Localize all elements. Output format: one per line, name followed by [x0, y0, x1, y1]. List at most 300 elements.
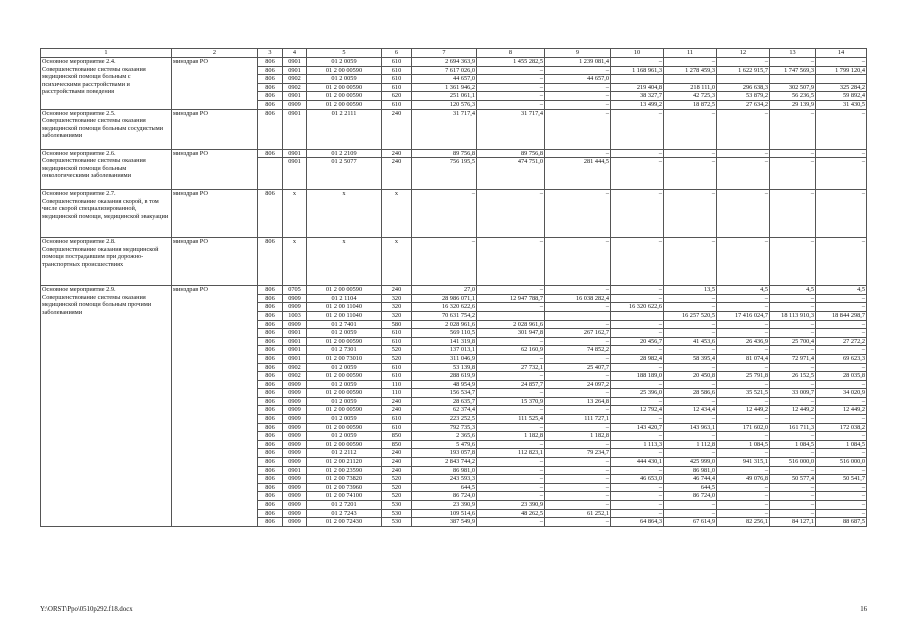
data-cell: 240	[382, 286, 412, 295]
data-cell: 110	[382, 380, 412, 389]
data-cell: 15 370,9	[477, 397, 545, 406]
data-cell: 67 614,9	[664, 518, 717, 527]
data-cell: –	[611, 380, 664, 389]
data-cell: 0909	[283, 423, 307, 432]
activity-name-cell: Основное мероприятие 2.9. Совершенствование системы оказания медицинской помощи больным прочими заболеваниями	[41, 286, 172, 527]
data-cell: 610	[382, 75, 412, 84]
data-cell: –	[611, 363, 664, 372]
data-cell: 806	[258, 363, 283, 372]
data-cell: 0909	[283, 415, 307, 424]
data-cell: –	[545, 501, 611, 510]
data-cell: 520	[382, 475, 412, 484]
data-cell: –	[717, 432, 770, 441]
column-number-header: 14	[816, 49, 867, 58]
data-cell: 12 449,2	[770, 406, 816, 415]
data-cell: 49 076,8	[717, 475, 770, 484]
activity-name-cell: Основное мероприятие 2.8. Совершенствование оказания медицинской помощи пострадавшим при дорожно-транспортных происшествиях	[41, 238, 172, 286]
data-cell: 806	[258, 397, 283, 406]
data-cell: –	[611, 190, 664, 238]
data-cell: 156 534,7	[412, 389, 477, 398]
data-cell: –	[545, 458, 611, 467]
data-cell: 0909	[283, 294, 307, 303]
data-cell: –	[717, 320, 770, 329]
data-cell: 850	[382, 440, 412, 449]
data-cell: 444 430,1	[611, 458, 664, 467]
data-cell: 644,5	[664, 483, 717, 492]
data-cell: 112 823,1	[477, 449, 545, 458]
data-cell: 72 971,4	[770, 354, 816, 363]
data-cell: 569 110,5	[412, 329, 477, 338]
data-cell: 0909	[283, 501, 307, 510]
data-cell: 111 727,1	[545, 415, 611, 424]
data-cell: 806	[258, 75, 283, 84]
data-cell: 0909	[283, 100, 307, 109]
data-cell: –	[664, 303, 717, 312]
data-cell: –	[664, 432, 717, 441]
data-cell: 0901	[283, 58, 307, 67]
data-cell: 4,5	[717, 286, 770, 295]
data-cell: –	[664, 158, 717, 190]
data-cell: 806	[258, 337, 283, 346]
data-cell: 240	[382, 466, 412, 475]
data-cell: –	[477, 458, 545, 467]
data-cell: 792 735,3	[412, 423, 477, 432]
data-cell: 941 315,1	[717, 458, 770, 467]
data-cell: –	[770, 109, 816, 149]
data-cell: 141 319,8	[412, 337, 477, 346]
data-cell: –	[611, 466, 664, 475]
data-cell: 28 035,8	[816, 372, 867, 381]
data-cell: –	[545, 440, 611, 449]
data-cell: 27 732,1	[477, 363, 545, 372]
data-cell: 2 365,6	[412, 432, 477, 441]
data-cell: 311 046,9	[412, 354, 477, 363]
data-cell: –	[545, 337, 611, 346]
data-cell: 18 872,5	[664, 100, 717, 109]
data-cell: 0909	[283, 483, 307, 492]
data-cell: –	[545, 190, 611, 238]
data-cell: 1003	[283, 311, 307, 320]
data-cell: 24 097,2	[545, 380, 611, 389]
data-cell: 16 257 520,5	[664, 311, 717, 320]
data-cell: 01 2 7301	[307, 346, 382, 355]
data-cell: 01 2 0059	[307, 75, 382, 84]
data-cell: –	[545, 66, 611, 75]
data-cell: –	[664, 397, 717, 406]
data-cell: 53 139,8	[412, 363, 477, 372]
data-cell	[545, 311, 611, 320]
data-cell: –	[717, 483, 770, 492]
data-cell: –	[477, 406, 545, 415]
data-cell: 806	[258, 83, 283, 92]
data-cell: 240	[382, 406, 412, 415]
data-cell: 31 430,5	[816, 100, 867, 109]
data-cell: 27,0	[412, 286, 477, 295]
data-cell: –	[477, 337, 545, 346]
executor-cell: минздрав РО	[172, 190, 258, 238]
data-cell: 806	[258, 449, 283, 458]
data-cell: –	[816, 320, 867, 329]
data-cell: –	[477, 518, 545, 527]
data-cell: –	[770, 509, 816, 518]
data-cell: 610	[382, 363, 412, 372]
data-cell: 86 724,0	[412, 492, 477, 501]
data-cell: 58 395,4	[664, 354, 717, 363]
data-cell: 1 747 569,3	[770, 66, 816, 75]
data-cell: 13 264,8	[545, 397, 611, 406]
data-cell: 34 020,9	[816, 389, 867, 398]
data-cell	[477, 311, 545, 320]
data-cell: 1 084,5	[816, 440, 867, 449]
data-cell: –	[477, 100, 545, 109]
data-cell: 0901	[283, 354, 307, 363]
header-row	[41, 49, 867, 58]
data-cell: –	[717, 158, 770, 190]
data-cell: –	[717, 363, 770, 372]
data-cell: 756 195,5	[412, 158, 477, 190]
executor-cell: минздрав РО	[172, 238, 258, 286]
data-cell: 0909	[283, 440, 307, 449]
data-cell: –	[770, 466, 816, 475]
data-cell: 240	[382, 158, 412, 190]
data-cell: 143 420,7	[611, 423, 664, 432]
data-cell: –	[770, 158, 816, 190]
data-cell: 89 756,8	[477, 149, 545, 158]
data-cell: 01 2 00 74100	[307, 492, 382, 501]
data-cell: –	[664, 346, 717, 355]
data-cell: 610	[382, 329, 412, 338]
data-cell: –	[664, 294, 717, 303]
data-cell: 01 2 00 00590	[307, 440, 382, 449]
data-cell: –	[611, 320, 664, 329]
data-cell: 56 236,5	[770, 92, 816, 101]
data-cell: –	[477, 483, 545, 492]
data-cell: 38 327,7	[611, 92, 664, 101]
budget-table-sheet	[40, 48, 866, 527]
executor-cell: минздрав РО	[172, 286, 258, 527]
data-cell: 28 635,7	[412, 397, 477, 406]
data-cell: 01 2 0059	[307, 415, 382, 424]
data-cell: 193 057,8	[412, 449, 477, 458]
data-cell: 320	[382, 294, 412, 303]
data-cell: –	[816, 303, 867, 312]
table-row	[41, 190, 867, 238]
data-cell: 28 586,6	[664, 389, 717, 398]
data-cell: 01 2 2111	[307, 109, 382, 149]
column-number-header: 6	[382, 49, 412, 58]
data-cell: 1 239 081,4	[545, 58, 611, 67]
data-cell: 806	[258, 518, 283, 527]
data-cell: 0909	[283, 449, 307, 458]
data-cell: –	[611, 509, 664, 518]
data-cell: –	[664, 509, 717, 518]
column-number-header: 7	[412, 49, 477, 58]
data-cell: 243 593,3	[412, 475, 477, 484]
data-cell: 806	[258, 303, 283, 312]
data-cell: 01 2 00 00590	[307, 100, 382, 109]
data-cell: –	[717, 492, 770, 501]
data-cell: –	[611, 483, 664, 492]
data-cell: 0705	[283, 286, 307, 295]
footer-file-path: Y:\ORST\Ppo\0510p292.f18.docx	[40, 606, 133, 613]
data-cell: 296 638,3	[717, 83, 770, 92]
data-cell: –	[816, 109, 867, 149]
data-cell: –	[770, 303, 816, 312]
data-cell: –	[717, 509, 770, 518]
data-cell: 2 843 744,2	[412, 458, 477, 467]
data-cell: х	[307, 190, 382, 238]
data-cell: 01 2 00 73820	[307, 475, 382, 484]
data-cell: –	[477, 92, 545, 101]
data-cell	[664, 75, 717, 84]
data-cell: 806	[258, 329, 283, 338]
data-cell: –	[816, 149, 867, 158]
data-cell: 610	[382, 337, 412, 346]
data-cell: 610	[382, 100, 412, 109]
data-cell: 35 521,5	[717, 389, 770, 398]
data-cell: –	[611, 58, 664, 67]
data-cell: 301 947,8	[477, 329, 545, 338]
data-cell: 530	[382, 501, 412, 510]
data-cell: –	[545, 149, 611, 158]
data-cell: 240	[382, 458, 412, 467]
data-cell: –	[816, 158, 867, 190]
data-cell: –	[770, 58, 816, 67]
data-cell: 64 864,3	[611, 518, 664, 527]
data-cell: 516 000,0	[816, 458, 867, 467]
data-cell: 01 2 7243	[307, 509, 382, 518]
data-cell: –	[545, 320, 611, 329]
data-cell: –	[664, 109, 717, 149]
data-cell: 320	[382, 311, 412, 320]
data-cell: –	[412, 190, 477, 238]
data-cell: –	[611, 449, 664, 458]
data-cell: –	[477, 475, 545, 484]
data-cell: 137 013,1	[412, 346, 477, 355]
data-cell: 520	[382, 483, 412, 492]
data-cell: –	[611, 432, 664, 441]
data-cell: 806	[258, 238, 283, 286]
data-cell: –	[477, 238, 545, 286]
data-cell: –	[545, 100, 611, 109]
data-cell: 01 2 00 00590	[307, 406, 382, 415]
data-cell: 1 084,5	[717, 440, 770, 449]
data-cell: 28 986 071,1	[412, 294, 477, 303]
data-cell: –	[770, 501, 816, 510]
data-cell: –	[545, 423, 611, 432]
column-number-header: 9	[545, 49, 611, 58]
data-cell: 806	[258, 320, 283, 329]
data-cell: 0909	[283, 458, 307, 467]
data-cell: –	[477, 190, 545, 238]
data-cell: –	[816, 58, 867, 67]
data-cell: –	[770, 432, 816, 441]
data-cell: 0902	[283, 75, 307, 84]
data-cell: 26 436,9	[717, 337, 770, 346]
data-cell: –	[611, 238, 664, 286]
executor-cell: минздрав РО	[172, 149, 258, 190]
data-cell: 1 455 282,5	[477, 58, 545, 67]
data-cell: 806	[258, 406, 283, 415]
data-cell: 69 623,3	[816, 354, 867, 363]
data-cell: 806	[258, 190, 283, 238]
data-cell: 610	[382, 83, 412, 92]
data-cell: 806	[258, 440, 283, 449]
data-cell: 610	[382, 372, 412, 381]
data-cell: 12 947 788,7	[477, 294, 545, 303]
data-cell: 610	[382, 66, 412, 75]
data-cell: –	[717, 58, 770, 67]
data-cell: 806	[258, 501, 283, 510]
data-cell: 25 396,0	[611, 389, 664, 398]
data-cell: –	[816, 432, 867, 441]
data-cell: 644,5	[412, 483, 477, 492]
data-cell: 31 717,4	[477, 109, 545, 149]
data-cell: 580	[382, 320, 412, 329]
data-cell: –	[770, 190, 816, 238]
data-cell: 01 2 00 73010	[307, 354, 382, 363]
data-cell: 223 252,5	[412, 415, 477, 424]
data-cell: х	[283, 238, 307, 286]
data-cell: 20 456,7	[611, 337, 664, 346]
data-cell: 110	[382, 389, 412, 398]
data-cell: –	[717, 466, 770, 475]
data-cell: 12 434,4	[664, 406, 717, 415]
data-cell: 13 499,2	[611, 100, 664, 109]
data-cell: 806	[258, 92, 283, 101]
data-cell: –	[545, 483, 611, 492]
data-cell: –	[816, 380, 867, 389]
data-cell: –	[664, 190, 717, 238]
data-cell: 53 879,2	[717, 92, 770, 101]
data-cell: –	[545, 286, 611, 295]
data-cell: 325 284,2	[816, 83, 867, 92]
data-cell: –	[545, 303, 611, 312]
data-cell: 474 751,0	[477, 158, 545, 190]
data-cell: х	[283, 190, 307, 238]
data-cell: –	[770, 329, 816, 338]
footer-page-number: 16	[860, 606, 867, 613]
data-cell: –	[611, 329, 664, 338]
data-cell: 1 112,8	[664, 440, 717, 449]
data-cell: 1 168 961,3	[611, 66, 664, 75]
data-cell: 01 2 00 00590	[307, 423, 382, 432]
data-cell: 0901	[283, 329, 307, 338]
data-cell: 1 361 946,2	[412, 83, 477, 92]
data-cell: 42 725,3	[664, 92, 717, 101]
data-cell: 0901	[283, 66, 307, 75]
activity-name-cell: Основное мероприятие 2.7. Совершенствование оказания скорой, в том числе скорой специализированной, медицинской помощи, медицинской эвакуации	[41, 190, 172, 238]
data-cell: –	[770, 397, 816, 406]
data-cell: –	[816, 415, 867, 424]
data-cell: –	[545, 92, 611, 101]
column-number-header: 2	[172, 49, 258, 58]
data-cell: 0909	[283, 320, 307, 329]
data-cell: 267 162,7	[545, 329, 611, 338]
data-cell: –	[477, 372, 545, 381]
executor-cell: минздрав РО	[172, 58, 258, 110]
data-cell: 109 514,6	[412, 509, 477, 518]
data-cell: 01 2 0059	[307, 58, 382, 67]
table-body	[41, 49, 867, 527]
data-cell: –	[664, 58, 717, 67]
data-cell: –	[611, 346, 664, 355]
data-cell: 25 700,4	[770, 337, 816, 346]
data-cell: –	[816, 329, 867, 338]
data-cell: 806	[258, 372, 283, 381]
data-cell: 806	[258, 100, 283, 109]
data-cell: 89 756,8	[412, 149, 477, 158]
data-cell: –	[611, 415, 664, 424]
column-number-header: 8	[477, 49, 545, 58]
table-row	[41, 58, 867, 67]
data-cell: 1 113,3	[611, 440, 664, 449]
table-row	[41, 149, 867, 158]
data-cell: 516 000,0	[770, 458, 816, 467]
data-cell: –	[816, 346, 867, 355]
data-cell: 0901	[283, 346, 307, 355]
data-cell: 0901	[283, 158, 307, 190]
data-cell: –	[477, 75, 545, 84]
data-cell: 23 390,9	[477, 501, 545, 510]
data-cell: –	[545, 83, 611, 92]
data-cell: –	[717, 303, 770, 312]
data-cell: 01 2 00 11040	[307, 311, 382, 320]
data-cell: 0901	[283, 149, 307, 158]
data-cell: 0901	[283, 466, 307, 475]
data-cell: 1 622 915,7	[717, 66, 770, 75]
data-cell: х	[382, 190, 412, 238]
data-cell	[258, 158, 283, 190]
data-cell: 610	[382, 423, 412, 432]
data-cell: 31 717,4	[412, 109, 477, 149]
data-cell: –	[664, 320, 717, 329]
data-cell: 0909	[283, 432, 307, 441]
data-cell: –	[717, 109, 770, 149]
data-cell: 82 256,1	[717, 518, 770, 527]
data-cell: –	[545, 492, 611, 501]
column-number-header: 4	[283, 49, 307, 58]
data-cell: 01 2 00 00590	[307, 286, 382, 295]
data-cell: –	[770, 149, 816, 158]
data-cell: 0901	[283, 337, 307, 346]
data-cell: –	[545, 406, 611, 415]
data-cell: 01 2 0059	[307, 380, 382, 389]
data-cell: 806	[258, 415, 283, 424]
data-cell: 0909	[283, 518, 307, 527]
data-cell: 01 2 0059	[307, 329, 382, 338]
data-cell: 219 404,8	[611, 83, 664, 92]
data-cell: 70 631 754,2	[412, 311, 477, 320]
data-cell: –	[816, 449, 867, 458]
data-cell: 2 028 961,6	[412, 320, 477, 329]
data-cell: 281 444,5	[545, 158, 611, 190]
data-cell: –	[770, 294, 816, 303]
data-cell: 171 602,0	[717, 423, 770, 432]
data-cell: –	[717, 397, 770, 406]
budget-table	[40, 48, 867, 527]
data-cell: 01 2 5077	[307, 158, 382, 190]
data-cell: –	[717, 501, 770, 510]
data-cell: 46 744,4	[664, 475, 717, 484]
data-cell: 620	[382, 92, 412, 101]
data-cell: 29 139,9	[770, 100, 816, 109]
data-cell: 0909	[283, 389, 307, 398]
data-cell: –	[545, 238, 611, 286]
data-cell: –	[717, 380, 770, 389]
data-cell: 27 272,2	[816, 337, 867, 346]
data-cell: 01 2 00 11040	[307, 303, 382, 312]
